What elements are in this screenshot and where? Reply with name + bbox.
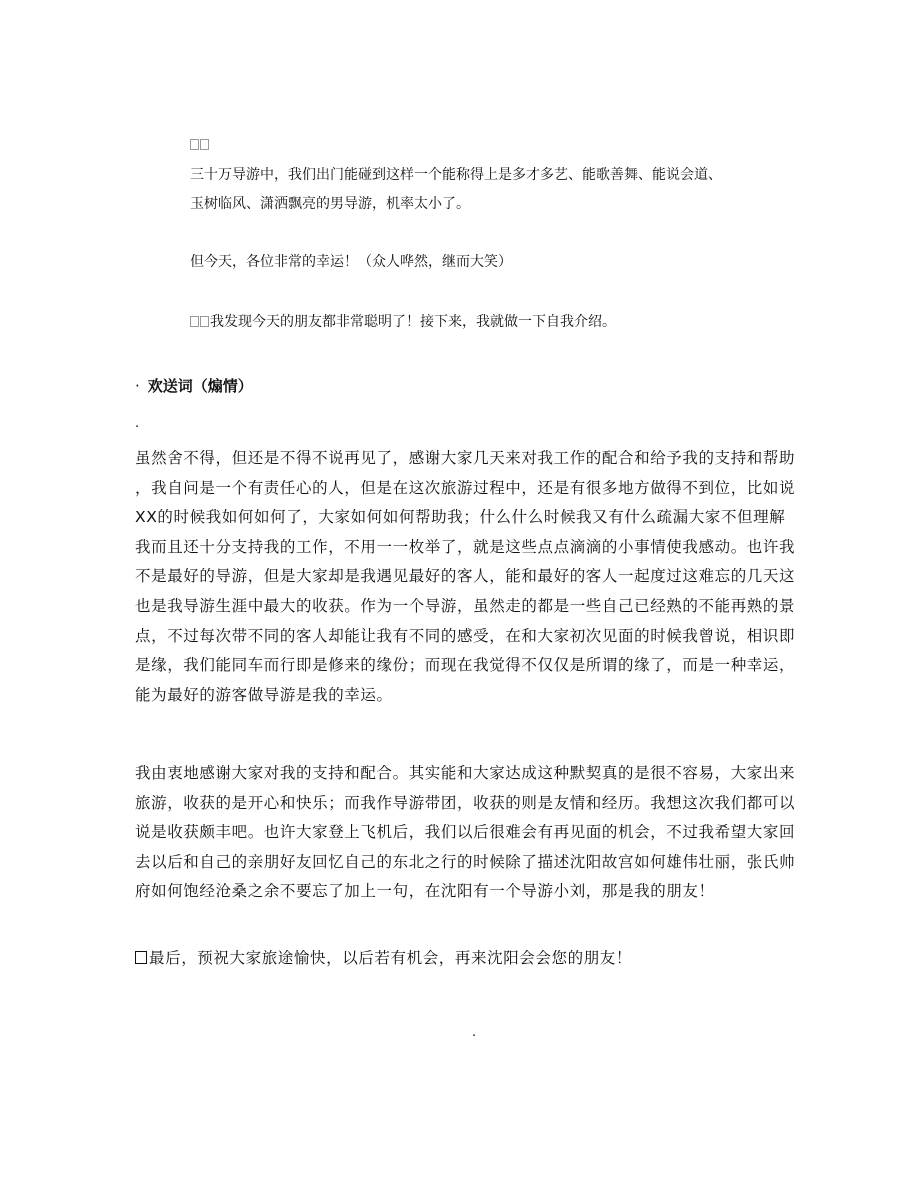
section-heading — [135, 375, 253, 396]
paragraph-line: 点，不过每次带不同的客人却能让我有不同的感受，在和大家初次见面的时候我曾说，相识即 — [135, 626, 796, 645]
paragraph-line: ，我自问是一个有责任心的人，但是在这次旅游过程中，还是有很多地方做得不到位，比如说 — [135, 478, 796, 497]
paragraph-line: 是缘，我们能同车而行即是修来的缘份；而现在我觉得不仅仅是所谓的缘了，而是一种幸运， — [135, 656, 796, 675]
section-dot: . — [135, 416, 140, 431]
paragraph-line: 我而且还十分支持我的工作，不用一一枚举了，就是这些点点滴滴的小事情使我感动。也许我 — [135, 537, 796, 556]
section-title: 欢送词（煽情） — [147, 377, 253, 395]
paragraph-line: 说是收获颇丰吧。也许大家登上飞机后，我们以后很难会有再见面的机会，不过我希望大家回 — [135, 823, 796, 842]
paragraph-line: 能为最好的游客做导游是我的幸运。 — [135, 685, 393, 704]
intro-line-4: 我发现今天的朋友都非常聪明了！接下来，我就做一下自我介绍。 — [210, 314, 616, 330]
paragraph-line: 旅游，收获的是开心和快乐；而我作导游带团，收获的则是友情和经历。我想这次我们都可以 — [135, 793, 796, 812]
intro-line-3: 但今天，各位非常的幸运！（众人哗然，继而大笑） — [190, 254, 512, 270]
missing-glyph-icon — [135, 951, 147, 964]
intro-line-4-wrap — [190, 311, 616, 331]
paragraph-line: 我由衷地感谢大家对我的支持和配合。其实能和大家达成这种默契真的是很不容易，大家出来 — [135, 764, 796, 782]
heading-bullet: · — [135, 377, 140, 395]
missing-glyph-icon — [190, 139, 199, 150]
footer-dot: . — [472, 1025, 477, 1040]
paragraph-line: 也是我导游生涯中最大的收获。作为一个导游，虽然走的都是一些自己已经熟的不能再熟的景 — [135, 597, 796, 615]
intro-line-1: 三十万导游中，我们出门能碰到这样一个能称得上是多才多艺、能歌善舞、能说会道、 — [190, 167, 722, 183]
closing-line: 最后，预祝大家旅途愉快，以后若有机会，再来沈阳会会您的朋友！ — [149, 949, 633, 967]
paragraph-line: 府如何饱经沧桑之余不要忘了加上一句，在沈阳有一个导游小刘，那是我的朋友！ — [135, 882, 715, 901]
paragraph-line: 去以后和自己的亲朋好友回忆自己的东北之行的时候除了描述沈阳故宫如何雄伟壮丽，张氏帅 — [135, 852, 796, 871]
intro-marker — [190, 137, 210, 153]
closing-line-wrap — [135, 946, 632, 968]
intro-line-2: 玉树临风、潇洒飘亮的男导游，机率太小了。 — [190, 196, 470, 212]
missing-glyph-icon — [190, 316, 199, 327]
missing-glyph-icon — [200, 316, 209, 327]
missing-glyph-icon — [200, 139, 209, 150]
paragraph-line: XX的时候我如何如何了，大家如何如何帮助我；什么什么时候我又有什么疏漏大家不但理解 — [135, 508, 786, 527]
paragraph-line: 不是最好的导游，但是大家却是我遇见最好的客人，能和最好的客人一起度过这难忘的几天这 — [135, 567, 796, 586]
paragraph-line: 虽然舍不得，但还是不得不说再见了，感谢大家几天来对我工作的配合和给予我的支持和帮助 — [135, 449, 796, 467]
